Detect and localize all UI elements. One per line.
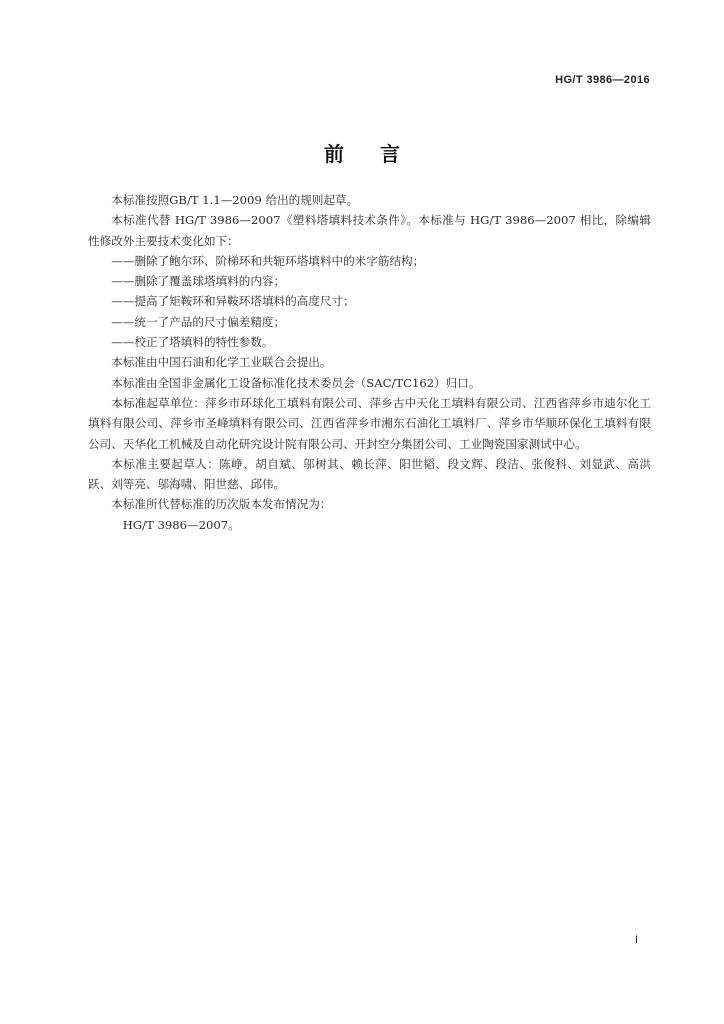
foreword-body — [88, 190, 651, 535]
change-item: ——提高了矩鞍环和异鞍环塔填料的高度尺寸； — [111, 294, 355, 309]
change-item: ——统一了产品的尺寸偏差精度； — [111, 314, 286, 329]
change-item: ——删除了鲍尔环、阶梯环和共轭环塔填料中的米字筋结构； — [111, 253, 425, 268]
page-title: 前言 — [324, 142, 436, 166]
paragraph-drafting-units: 本标准起草单位：萍乡市环球化工填料有限公司、萍乡古中天化工填料有限公司、江西省萍乡市迪尔化工填料有限公司、萍乡市圣峰填料有限公司、江西省萍乡市湘东石油化工填料厂、萍乡市华顺环保化工填料有限公司、天华化工机械及自动化研究设计院有限公司、开封空分集团公司、工业陶瓷国家测试中心。 — [88, 395, 651, 451]
paragraph-replaces: 本标准代替 HG/T 3986—2007《塑料塔填料技术条件》。本标准与 HG/T 3986—2007 相比，除编辑性修改外主要技术变化如下： — [88, 213, 651, 248]
paragraph-history-version: HG/T 3986—2007。 — [122, 517, 240, 532]
paragraph-centralized-by: 本标准由全国非金属化工设备标准化技术委员会（SAC/TC162）归口。 — [111, 375, 481, 390]
paragraph-proposed-by: 本标准由中国石油和化学工业联合会提出。 — [111, 355, 332, 370]
standard-code: HG/T 3986—2016 — [555, 74, 650, 86]
paragraph-drafters: 本标准主要起草人：陈峥、胡自斌、邬树其、赖长萍、阳世韬、段文辉、段洁、张俊科、刘显武、高洪跃、刘等亮、邬海啸、阳世慈、邱伟。 — [88, 456, 651, 492]
page-number: I — [634, 934, 638, 946]
paragraph-drafting-rules: 本标准按照GB/T 1.1—2009 给出的规则起草。 — [111, 193, 359, 207]
change-item: ——删除了覆盖球塔填料的内容； — [111, 274, 286, 289]
change-item: ——校正了塔填料的特性参数。 — [111, 335, 274, 350]
paragraph-history-intro: 本标准所代替标准的历次版本发布情况为： — [111, 497, 332, 512]
